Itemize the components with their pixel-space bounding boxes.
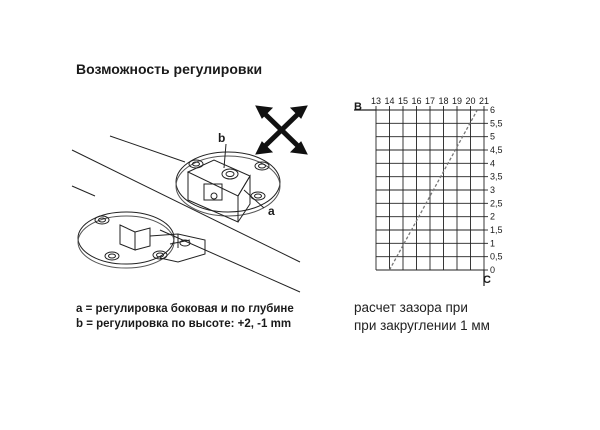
gap-calculation-note [354, 299, 490, 335]
drawing-label-b: b [218, 131, 226, 145]
y-tick-label: 6 [490, 105, 496, 115]
y-tick-label: 3,5 [490, 171, 503, 182]
page-title: Возможность регулировки [76, 61, 263, 77]
y-tick-label: 5,5 [490, 118, 503, 129]
y-tick-label: 2 [490, 211, 496, 222]
y-tick-label: 4 [490, 158, 496, 169]
x-tick-label: 20 [465, 96, 476, 106]
chart-y-axis-label: C [483, 274, 491, 286]
chart-y-ticks [490, 105, 503, 275]
chart-x-axis-label: B [354, 101, 362, 113]
x-tick-label: 18 [438, 96, 449, 106]
x-tick-label: 21 [478, 96, 490, 106]
legend-line-b: b = регулировка по высоте: +2, -1 mm [76, 318, 292, 330]
chart-x-ticks [371, 96, 489, 106]
y-tick-label: 4,5 [490, 145, 503, 155]
x-tick-label: 15 [397, 96, 409, 106]
x-tick-label: 13 [370, 96, 382, 106]
y-tick-label: 1,5 [490, 225, 503, 235]
y-tick-label: 1 [490, 238, 496, 249]
x-tick-label: 19 [451, 96, 463, 106]
y-tick-label: 3 [490, 185, 496, 195]
y-tick-label: 2,5 [490, 198, 503, 209]
adjustment-legend [76, 302, 294, 332]
y-tick-label: 5 [490, 131, 496, 142]
x-tick-label: 16 [411, 96, 422, 106]
calc-line-1: расчет зазора при [354, 300, 468, 315]
calc-line-2: при закруглении 1 мм [354, 318, 490, 333]
chart-grid [354, 106, 488, 286]
drawing-label-a: a [268, 204, 275, 218]
y-tick-label: 0 [490, 265, 496, 275]
legend-line-a: a = регулировка боковая и по глубине [76, 303, 294, 315]
y-tick-label: 0,5 [490, 251, 503, 262]
x-tick-label: 14 [384, 96, 395, 106]
x-tick-label: 17 [424, 96, 436, 106]
